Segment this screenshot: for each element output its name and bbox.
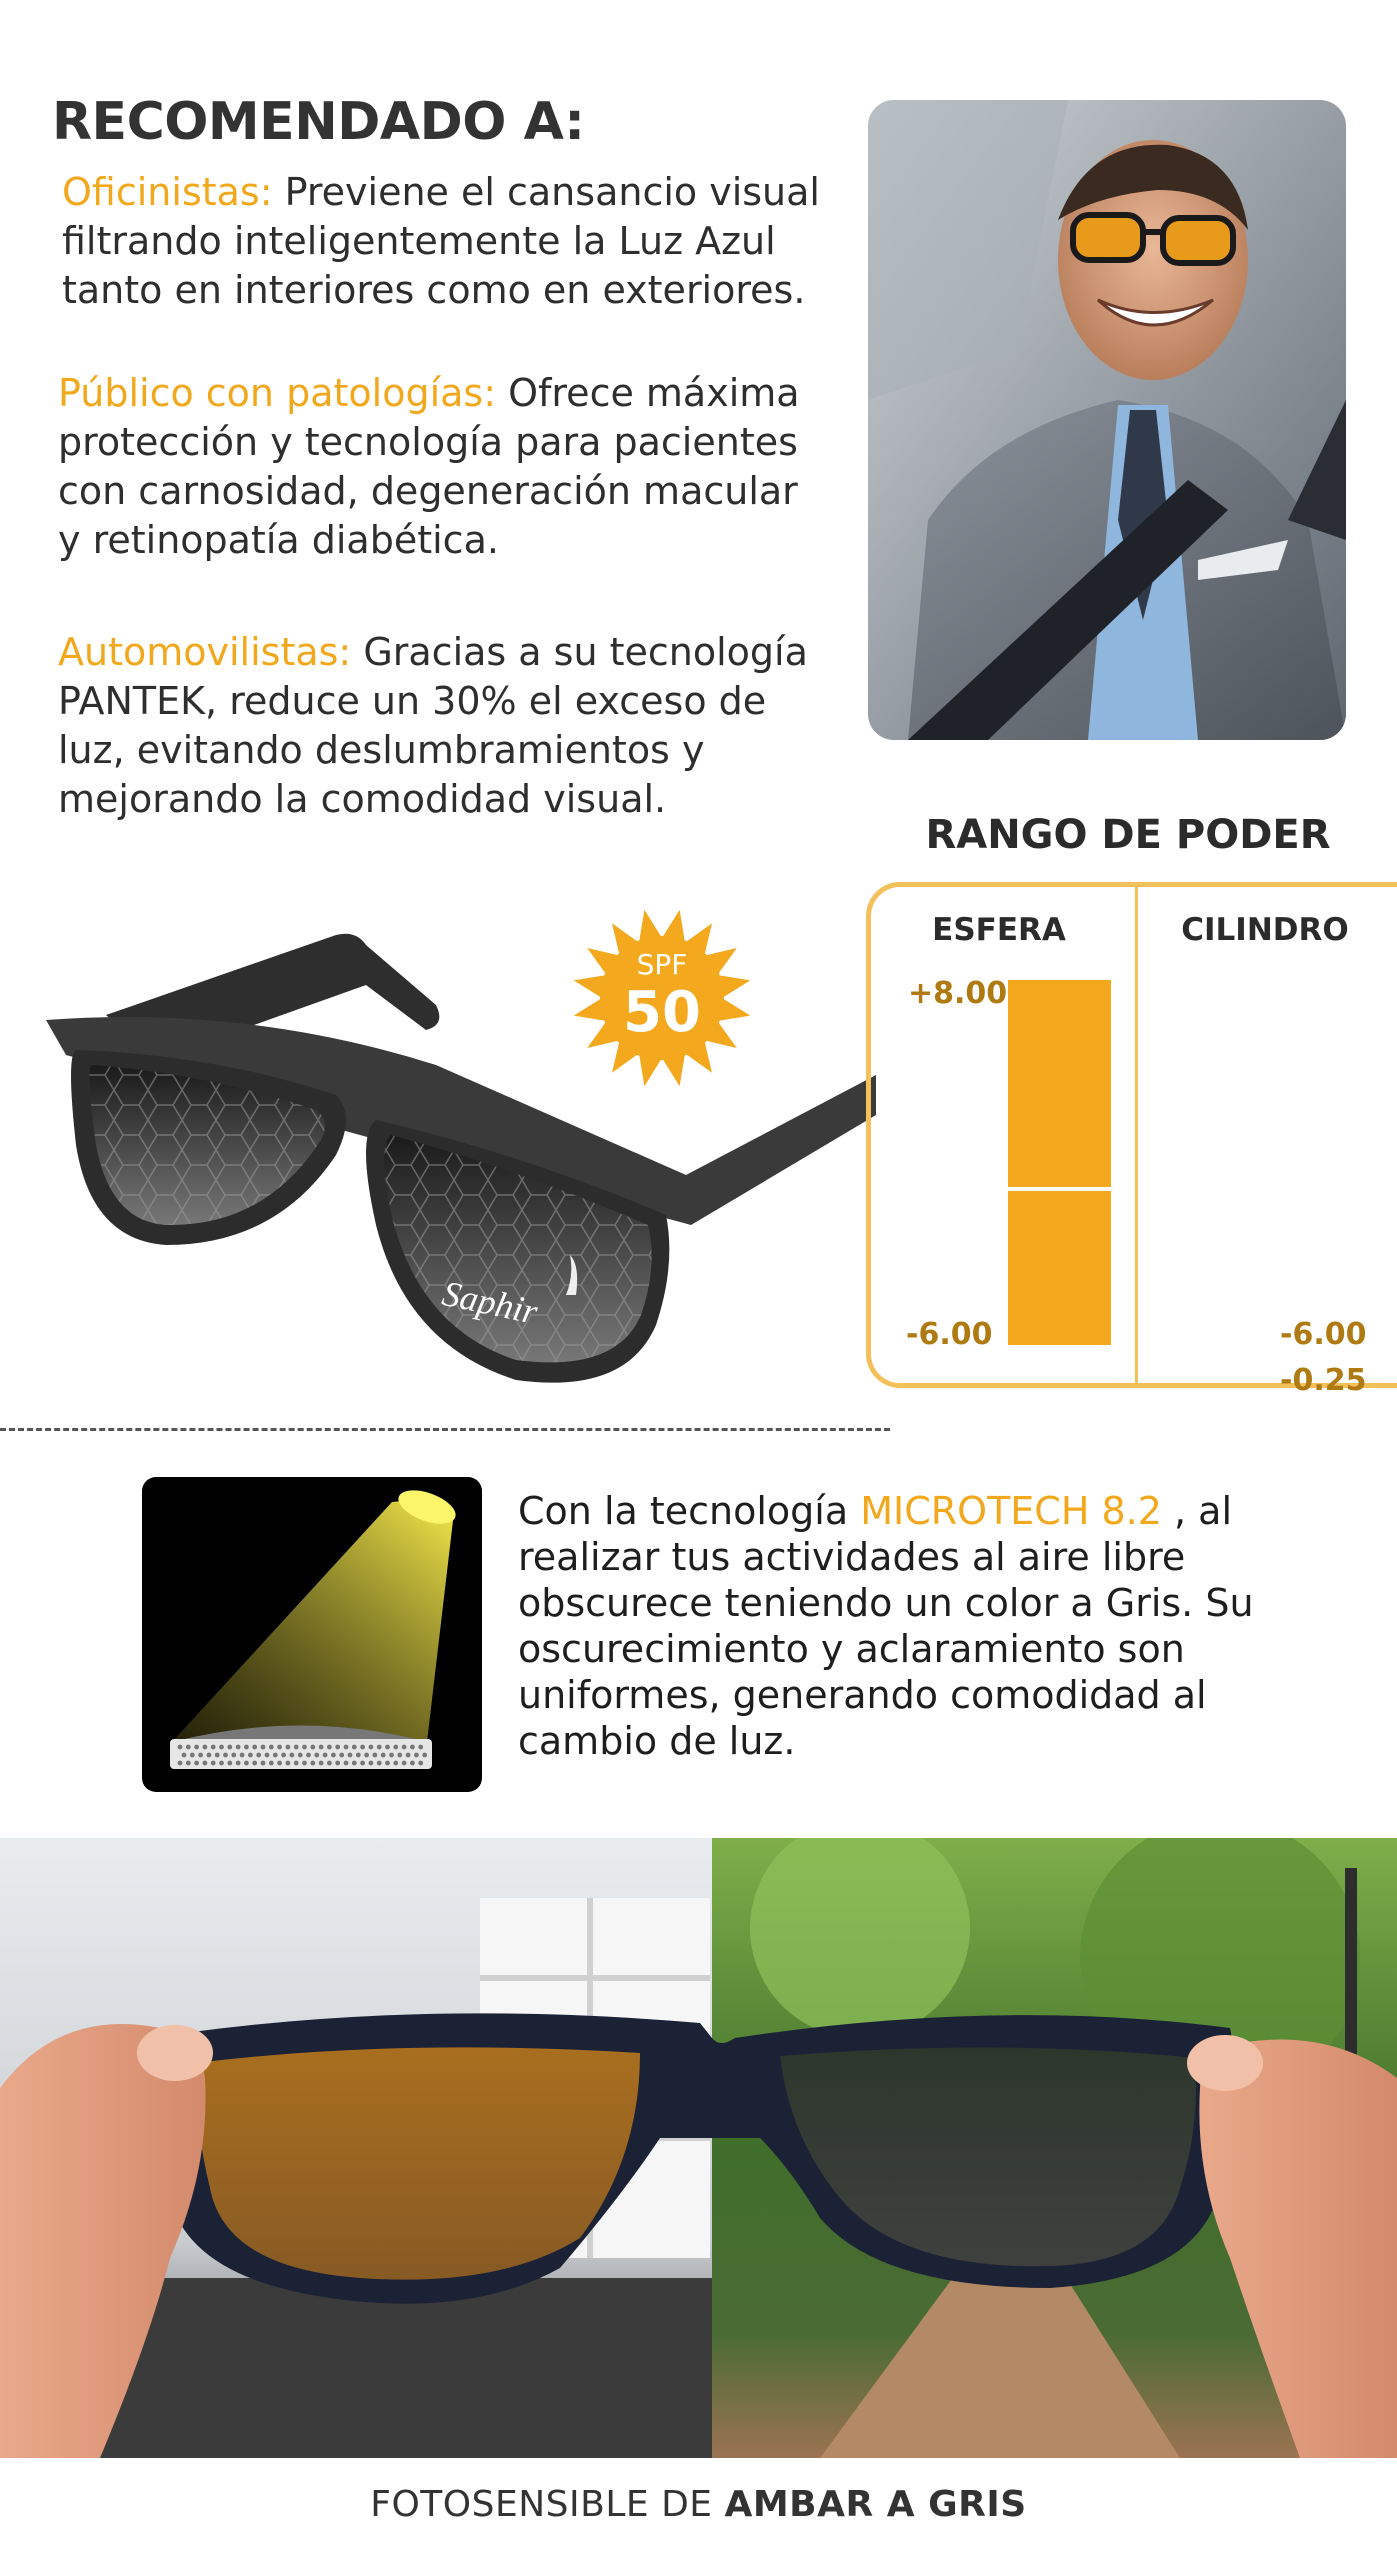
- lamp-perforation: [369, 1745, 374, 1750]
- power-range-title: RANGO DE PODER: [925, 812, 1331, 858]
- lamp-perforation: [252, 1745, 257, 1750]
- microtech-description: [518, 1488, 1318, 1764]
- lamp-perforation: [207, 1753, 212, 1758]
- lamp-perforation: [290, 1753, 295, 1758]
- lamp-perforation: [310, 1745, 315, 1750]
- lamp-perforation: [298, 1753, 303, 1758]
- footer-caption: [0, 2484, 1397, 2525]
- microtech-highlight: MICROTECH 8.2: [860, 1489, 1162, 1533]
- spf-value: 50: [623, 980, 701, 1045]
- lamp-perforation: [211, 1745, 216, 1750]
- lamp-perforation: [244, 1745, 249, 1750]
- lamp-perforation: [385, 1761, 390, 1766]
- esfera-min-label: -6.00: [906, 1317, 993, 1352]
- lamp-perforation: [344, 1761, 349, 1766]
- lamp-perforation: [364, 1753, 369, 1758]
- recommendation-pathology: [58, 369, 818, 565]
- microtech-text: , al realizar tus actividades al aire libre obscurece teniendo un color a Gris. Su oscurecimiento y aclaramiento son uniformes, generando comodidad al cambio de luz.: [518, 1489, 1254, 1763]
- lamp-perforation: [377, 1761, 382, 1766]
- lamp-perforation: [286, 1745, 291, 1750]
- lamp-perforation: [406, 1753, 411, 1758]
- recommendation-drivers: [58, 628, 818, 824]
- lamp-perforation: [327, 1745, 332, 1750]
- lamp-perforation: [335, 1761, 340, 1766]
- lamp-perforation: [277, 1761, 282, 1766]
- lamp-perforation: [302, 1745, 307, 1750]
- lamp-perforation: [294, 1745, 299, 1750]
- recommendation-office: [62, 168, 822, 315]
- saphir-logo: Saphir: [438, 1272, 542, 1332]
- lamp-perforation: [211, 1761, 216, 1766]
- lamp-perforation: [198, 1753, 203, 1758]
- lamp-perforation: [348, 1753, 353, 1758]
- lamp-perforation: [410, 1761, 415, 1766]
- lamp-perforation: [335, 1745, 340, 1750]
- cilindro-min-label: -6.00: [1280, 1317, 1367, 1352]
- footer-bold-text: AMBAR A GRIS: [724, 2484, 1027, 2525]
- lamp-perforation: [261, 1761, 266, 1766]
- lamp-perforation: [339, 1753, 344, 1758]
- cilindro-max-label: -0.25: [1280, 1363, 1367, 1399]
- dashed-divider: [0, 1428, 890, 1431]
- light-beam-illustration: [142, 1477, 482, 1792]
- lamp-perforation: [323, 1753, 328, 1758]
- lamp-perforation: [402, 1745, 407, 1750]
- cilindro-header: CILINDRO: [1181, 912, 1349, 948]
- lamp-perforation: [248, 1753, 253, 1758]
- lamp-perforation: [344, 1745, 349, 1750]
- lamp-perforation: [352, 1745, 357, 1750]
- lamp-perforation: [215, 1753, 220, 1758]
- lamp-perforation: [360, 1745, 365, 1750]
- recommendation-office-title: Oficinistas:: [62, 170, 273, 214]
- lamp-perforation: [244, 1761, 249, 1766]
- lamp-perforation: [327, 1761, 332, 1766]
- lamp-perforation: [261, 1745, 266, 1750]
- lamp-perforation: [418, 1745, 423, 1750]
- lamp-perforation: [356, 1753, 361, 1758]
- lamp-perforation: [236, 1745, 241, 1750]
- lamp-perforation: [319, 1761, 324, 1766]
- lamp-perforation: [182, 1753, 187, 1758]
- lamp-perforation: [227, 1761, 232, 1766]
- lamp-perforation: [178, 1761, 183, 1766]
- photosensitive-comparison-photo: [0, 1838, 1397, 2458]
- lamp-perforation: [414, 1753, 419, 1758]
- lamp-perforation: [393, 1761, 398, 1766]
- lamp-perforation: [219, 1761, 224, 1766]
- lamp-perforation: [377, 1745, 382, 1750]
- lamp-perforation: [385, 1745, 390, 1750]
- lamp-perforation: [302, 1761, 307, 1766]
- lamp-perforation: [286, 1761, 291, 1766]
- lamp-perforation: [314, 1753, 319, 1758]
- lamp-perforation: [352, 1761, 357, 1766]
- lamp-perforation: [265, 1753, 270, 1758]
- lamp-perforation: [186, 1745, 191, 1750]
- lamp-perforation: [360, 1761, 365, 1766]
- lamp-perforation: [294, 1761, 299, 1766]
- lamp-perforation: [418, 1761, 423, 1766]
- lamp-perforation: [402, 1761, 407, 1766]
- lamp-perforation: [236, 1761, 241, 1766]
- driver-photo: [868, 100, 1346, 740]
- lamp-perforation: [422, 1753, 427, 1758]
- lamp-perforation: [203, 1761, 208, 1766]
- esfera-header: ESFERA: [932, 912, 1066, 948]
- esfera-zero-line: [1008, 1187, 1111, 1191]
- lamp-perforation: [393, 1745, 398, 1750]
- power-range-divider: [1135, 886, 1138, 1386]
- lamp-perforation: [306, 1753, 311, 1758]
- lamp-perforation: [269, 1761, 274, 1766]
- esfera-bar: [1008, 980, 1111, 1345]
- spf-label: SPF: [636, 948, 688, 981]
- recommendation-drivers-text: Gracias a su tecnología PANTEK, reduce un 30% el exceso de luz, evitando deslumbramientos y mejorando la comodidad visual.: [58, 630, 808, 821]
- lamp-perforation: [240, 1753, 245, 1758]
- lamp-perforation: [256, 1753, 261, 1758]
- power-range-frame: [866, 882, 1397, 1388]
- lamp-perforation: [231, 1753, 236, 1758]
- lamp-perforation: [223, 1753, 228, 1758]
- lamp-perforation: [269, 1745, 274, 1750]
- recommendation-pathology-title: Público con patologías:: [58, 371, 497, 415]
- lamp-perforation: [273, 1753, 278, 1758]
- recommendation-drivers-title: Automovilistas:: [58, 630, 352, 674]
- lamp-perforation: [331, 1753, 336, 1758]
- lamp-perforation: [194, 1761, 199, 1766]
- lamp-perforation: [178, 1745, 183, 1750]
- footer-normal-text: FOTOSENSIBLE DE: [370, 2484, 725, 2525]
- recommended-heading: RECOMENDADO A:: [52, 92, 585, 152]
- lamp-perforation: [319, 1745, 324, 1750]
- lamp-perforation: [310, 1761, 315, 1766]
- lamp-perforation: [410, 1745, 415, 1750]
- recommendation-pathology-text: Ofrece máxima protección y tecnología para pacientes con carnosidad, degeneración macular y retinopatía diabética.: [58, 371, 800, 562]
- lamp-perforation: [281, 1753, 286, 1758]
- lamp-perforation: [373, 1753, 378, 1758]
- lamp-perforation: [203, 1745, 208, 1750]
- lamp-perforation: [369, 1761, 374, 1766]
- lamp-perforation: [227, 1745, 232, 1750]
- lamp-perforation: [389, 1753, 394, 1758]
- lamp-perforation: [190, 1753, 195, 1758]
- microtech-prefix: Con la tecnología: [518, 1489, 861, 1533]
- lamp-perforation: [186, 1761, 191, 1766]
- lamp-perforation: [397, 1753, 402, 1758]
- lamp-perforation: [194, 1745, 199, 1750]
- recommendation-office-text: Previene el cansancio visual filtrando inteligentemente la Luz Azul tanto en interiores como en exteriores.: [62, 170, 820, 312]
- esfera-max-label: +8.00: [908, 976, 1008, 1011]
- lamp-perforation: [381, 1753, 386, 1758]
- lamp-perforation: [277, 1745, 282, 1750]
- lamp-perforation: [219, 1745, 224, 1750]
- lamp-perforation: [252, 1761, 257, 1766]
